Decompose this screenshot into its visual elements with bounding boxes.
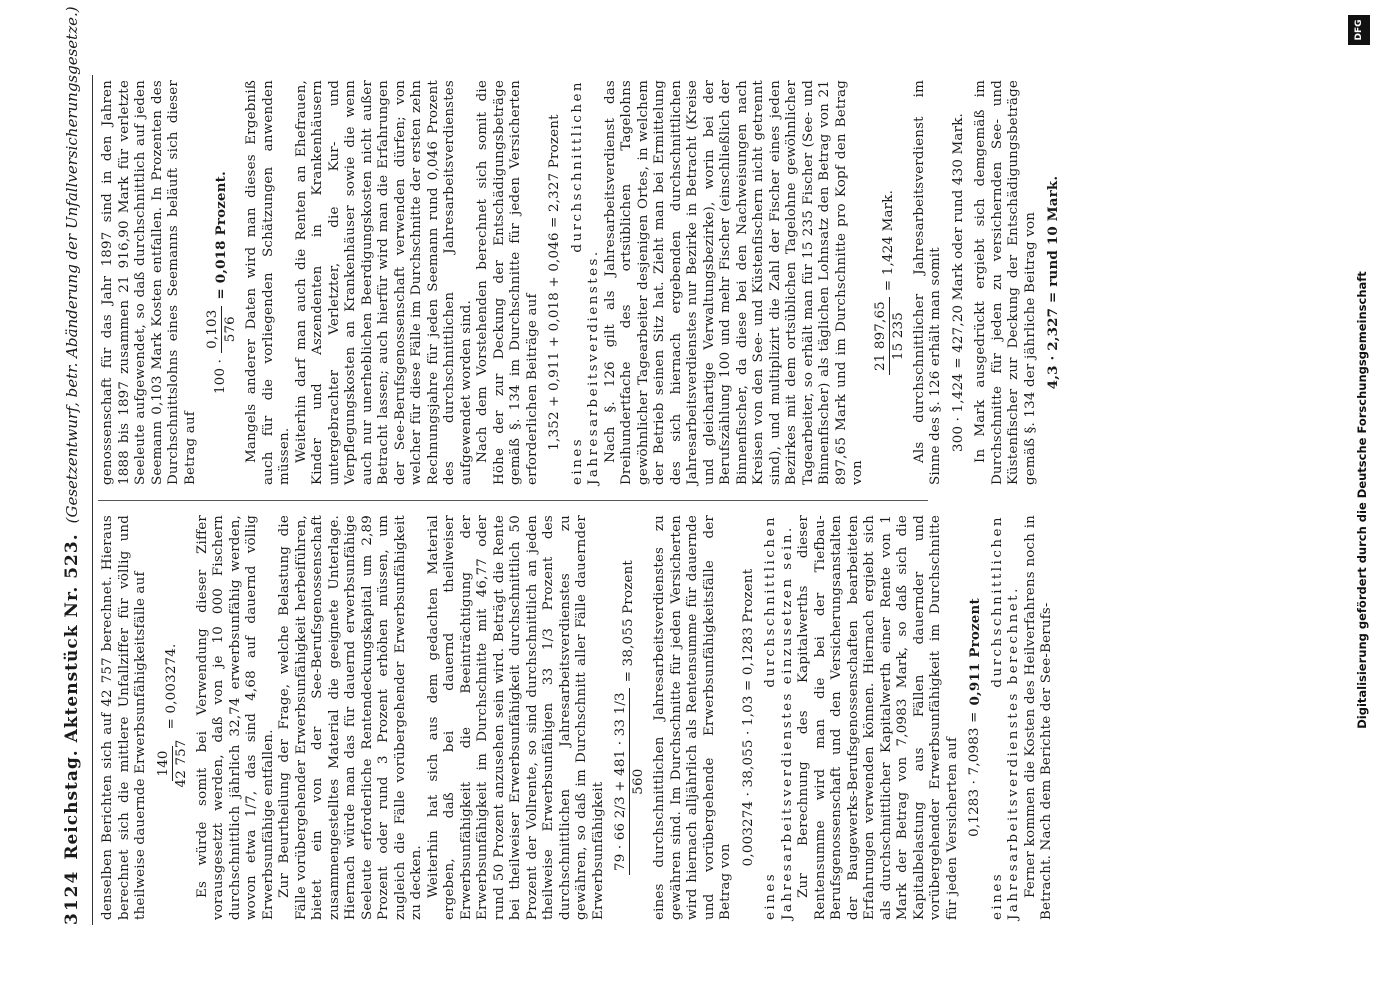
- paragraph: eines durchschnittlichen Jahresarbeitsverdienstes berechnet.: [989, 515, 1021, 920]
- formula-jahresarbeitsverdienst: [951, 80, 968, 485]
- formula-jahresbeitrag: [1045, 80, 1062, 485]
- paragraph: genossenschaft für das Jahr 1897 sind in den Jahren 1888 bis 1897 zusammen 21 916,90 Mark für verletzte Seeleute aufgewendet, so daß durchschnittlich auf jeden Seemann 0,103 Mark Kosten entfallen. In Prozenten des Durchschnittslohns eines Seemanns beläuft sich dieser Betrag auf: [100, 80, 198, 485]
- right-column: [100, 80, 1061, 485]
- formula-line: 0,003274 · 38,055 · 1,03 = 0,1283 Prozent: [740, 568, 756, 867]
- formula-result: 0,911 Prozent: [967, 598, 983, 706]
- paragraph: eines durchschnittlichen Jahresarbeitsverdienstes.: [569, 80, 601, 485]
- paragraph: Es würde somit bei Verwendung dieser Ziffer vorausgesetzt werden, daß von je 10 000 Fischern durchschnittlich jährlich 32,74 erwerbsunfähig werden, wovon etwa 1/7, das sind 4,68 auf dauernd völlig Erwerbsunfähige entfallen.: [194, 515, 276, 920]
- formula-prefix: 100 ·: [213, 358, 229, 394]
- paragraph: Weiterhin darf man auch die Renten an Ehefrauen, Kinder und Aszendenten in Krankenhäusern untergebrachter Verletzter, die Kur- und Verpflegungskosten an Krankenhäuser sowie die wenn auch nur unerheblichen Beerdigungskosten nicht außer Betracht lassen; auch hierfür wird man die Erfahrungen der See-Berufsgenossenschaft verwenden dürfen; von welcher für diese Fälle im Durchschnitte der ersten zehn Rechnungsjahre für jeden Seemann rund 0,046 Prozent des durchschnittlichen Jahresarbeitsverdienstes aufgewendet worden sind.: [293, 80, 474, 485]
- formula-numerator: 21 897,65: [873, 297, 890, 375]
- left-column: [100, 515, 1054, 920]
- formula-line: 4,3 · 2,327 = rund 10 Mark.: [1045, 175, 1061, 390]
- paragraph: Nach dem Vorstehenden berechnet sich somit die Höhe der zur Deckung der Entschädigungsbeträge gemäß §. 134 im Durchschnitte für jeden Versicherten erforderlichen Beiträge auf: [475, 80, 540, 485]
- paragraph: Weiterhin hat sich aus dem gedachten Material ergeben, daß bei dauernd theilweiser Erwerbsunfähigkeit die Beeinträchtigung der Erwerbsunfähigkeit im Durchschnitte mit 46,77 oder rund 50 Prozent anzusehen sein wird. Beträgt die Rente bei theilweiser Erwerbsunfähigkeit durchschnittlich 50 Prozent der Vollrente, so sind durchschnittlich an jeden theilweise Erwerbsunfähigen 33 1/3 Prozent des durchschnittlichen Jahresarbeitsverdienstes zu gewähren, so daß im Durchschnitt aller Fälle dauernder Erwerbsunfähigkeit: [425, 515, 606, 920]
- formula-denominator: 15 235: [890, 312, 906, 361]
- formula-beitraege: [547, 80, 564, 485]
- formula-heilverfahren: [205, 80, 238, 485]
- paragraph: Nach §. 126 gilt als Jahresarbeitsverdienst das Dreihundertfache des ortsüblichen Tagelohns gewöhnlicher Tagearbeiter desjenigen Ortes, in welchem der Betrieb seinen Sitz hat. Zieht man bei Ermittelung des sich hiernach ergebenden durchschnittlichen Jahresarbeitsverdienstes nur Bezirke in Betracht (Kreise und gleichartige Verwaltungsbezirke), worin bei der Berufszählung 100 und mehr Fischer (einschließlich der Binnenfischer, da diese bei den Nachweisungen nach Kreisen von den See- und Küstenfischern nicht getrennt sind), und multiplizirt die Zahl der Fischer eines jeden Bezirkes mit dem ortsüblichen Tagelohne gewöhnlicher Tagearbeiter, so erhält man für 15 235 Fischer (See- und Binnenfischer) als täglichen Lohnsatz den Betrag von 21 897,65 Mark und im Durchschnitte pro Kopf den Betrag von: [602, 80, 865, 485]
- header-rule: [92, 75, 93, 925]
- paragraph: Als durchschnittlicher Jahresarbeitsverdienst im Sinne des §. 126 erhält man somit: [911, 80, 943, 485]
- paragraph: Mangels anderer Daten wird man dieses Ergebniß auch für die vorliegenden Schätzungen anwenden müssen.: [244, 80, 292, 485]
- header-title: Reichstag. Aktenstück Nr. 523.: [62, 533, 82, 860]
- formula-denominator: 576: [223, 316, 238, 343]
- digitization-note: Digitalisierung gefördert durch die Deutsche Forschungsgemeinschaft: [1355, 271, 1369, 729]
- formula-result: = 0,003274.: [163, 643, 179, 730]
- formula-numerator: 140: [156, 746, 173, 780]
- paragraph: eines durchschnittlichen Jahresarbeitsverdienstes einzusetzen sein.: [763, 515, 795, 920]
- formula-result: = 38,055 Prozent: [621, 560, 637, 683]
- formula-line: 1,352 + 0,911 + 0,018 + 0,046 = 2,327 Prozent: [547, 114, 562, 451]
- formula-rentensumme: [741, 515, 758, 920]
- header-subtitle: (Gesetzentwurf, betr. Abänderung der Unfallversicherungsgesetze.): [63, 6, 81, 524]
- formula-denominator: 560: [631, 768, 646, 795]
- formula-denominator: 42 757: [173, 739, 189, 788]
- formula-line: 300 · 1,424 = 427,20 Mark oder rund 430 Mark.: [950, 113, 966, 452]
- paragraph: Ferner kommen die Kosten des Heilverfahrens noch in Betracht. Nach dem Berichte der See-Berufs-: [1022, 515, 1054, 920]
- page-number: 3124: [62, 869, 82, 925]
- formula-unfallziffer: [156, 515, 189, 920]
- paragraph: Zur Beurtheilung der Frage, welche Belastung die Fälle vorübergehender Erwerbsunfähigkeit herbeiführen, bietet ein von der See-Berufsgenossenschaft zusammengestelltes Material die geeignete Unterlage. Hiernach würde man das für dauernd erwerbsunfähige Seeleute erforderliche Rentendeckungskapital um 2,89 Prozent oder rund 3 Prozent erhöhen müssen, um zugleich die Fälle vorübergehender Erwerbsunfähigkeit zu decken.: [277, 515, 424, 920]
- formula-kapitalbelastung: [967, 515, 984, 920]
- formula-result: = 1,424 Mark.: [880, 189, 896, 292]
- paragraph: denselben Berichten sich auf 42 757 berechnet. Hieraus berechnet sich die mittlere Unfallziffer für völlig und theilweise dauernde Erwerbsunfähigkeitsfälle auf: [100, 515, 148, 920]
- formula-numerator: 79 · 66 2/3 + 481 · 33 1/3: [613, 688, 630, 875]
- page-header: [62, 6, 90, 925]
- paragraph: Zur Berechnung des Kapitalwerths dieser Rentensumme wird man die bei der Tiefbau-Berufsgenossenschaft und den Versicherungsanstalten der Baugewerks-Berufsgenossenschaften bearbeiteten Erfahrungen verwenden können. Hiernach ergiebt sich als durchschnittlicher Kapitalwerth einer Rente von 1 Mark der Betrag von 7,0983 Mark, so daß sich die Kapitalbelastung aus Fällen dauernder und vorübergehender Erwerbsunfähigkeit im Durchschnitte für jeden Versicherten auf: [796, 515, 960, 920]
- dfg-logo: DFG: [1348, 15, 1370, 45]
- column-separator: [98, 500, 928, 501]
- formula-tagelohn: [873, 80, 906, 485]
- formula-result: = 0,018 Prozent.: [213, 171, 230, 300]
- paragraph: eines durchschnittlichen Jahresarbeitsverdienstes zu gewähren sind. Im Durchschnitte für jeden Versicherten wird hiernach alljährlich als Rentensumme für dauernde und vorübergehende Erwerbsunfähigkeitsfälle der Betrag von: [652, 515, 733, 920]
- formula-prozent: [613, 515, 646, 920]
- paragraph: In Mark ausgedrückt ergiebt sich demgemäß im Durchschnitte für jeden zu versichernden See- und Küstenfischer zur Deckung der Entschädigungsbeträge gemäß §. 134 der jährliche Beitrag von: [973, 80, 1038, 485]
- formula-expression: 0,1283 · 7,0983 =: [967, 711, 982, 837]
- formula-numerator: 0,103: [205, 306, 222, 353]
